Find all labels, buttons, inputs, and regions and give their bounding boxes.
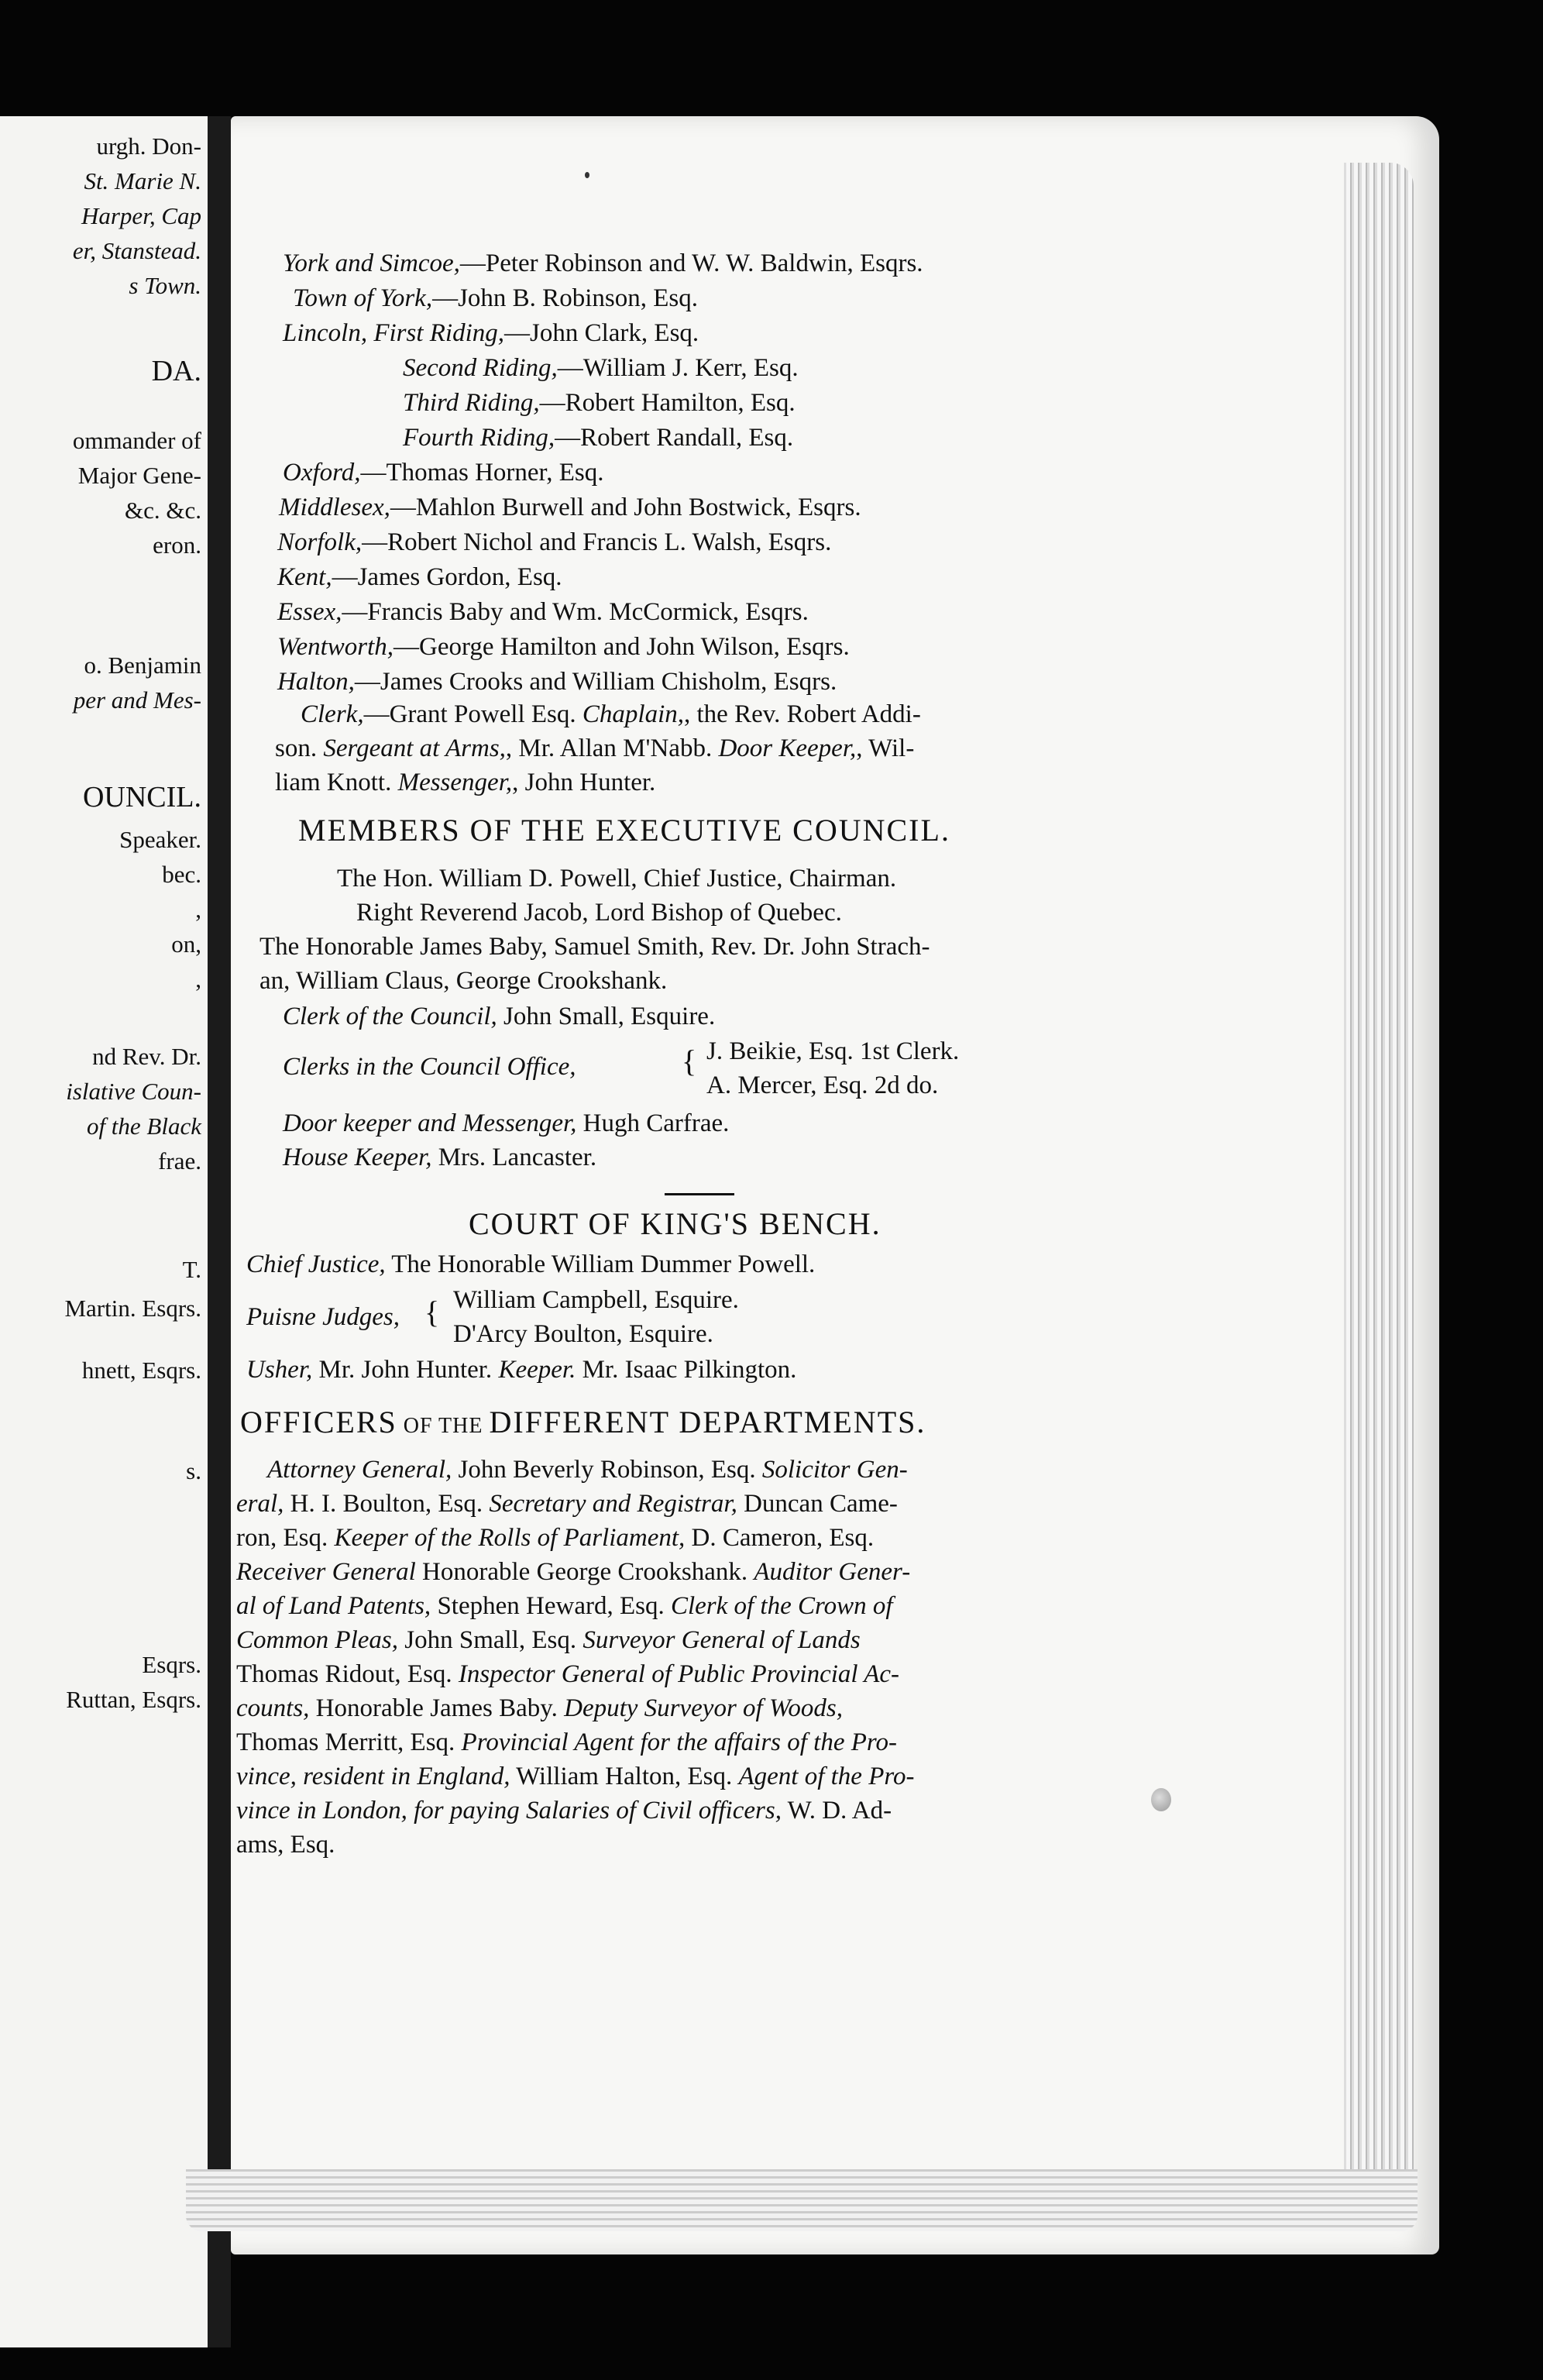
role-label: al of Land Patents, bbox=[236, 1592, 431, 1620]
usher-keeper-line bbox=[246, 1353, 796, 1387]
assembly-member-line bbox=[293, 281, 698, 315]
puisne-judge: William Campbell, Esquire. bbox=[453, 1286, 739, 1314]
role-value: The Honorable William Dummer Powell. bbox=[385, 1250, 816, 1278]
role-value: Thomas Ridout, Esq. bbox=[236, 1660, 459, 1688]
previous-page-line: , bbox=[195, 965, 201, 992]
role-label: Deputy Surveyor of Woods, bbox=[564, 1694, 844, 1722]
member-names: —James Crooks and William Chisholm, Esqrs. bbox=[354, 668, 837, 696]
role-value: Mrs. Lancaster. bbox=[431, 1144, 597, 1171]
department-officers-line bbox=[236, 1487, 898, 1521]
heading-part: OFFICERS bbox=[240, 1405, 397, 1439]
riding-name: Second Riding, bbox=[403, 354, 558, 382]
role-label: Receiver General bbox=[236, 1558, 416, 1586]
assembly-officers-line bbox=[275, 765, 655, 800]
member-names: —William J. Kerr, Esq. bbox=[557, 354, 799, 382]
previous-page-line: St. Marie N. bbox=[84, 167, 201, 194]
role-label: Clerk of the Council, bbox=[283, 1003, 497, 1030]
member-names: —Robert Nichol and Francis L. Walsh, Esqrs. bbox=[362, 528, 832, 556]
previous-page-line: Speaker. bbox=[119, 826, 201, 853]
role-label: House Keeper, bbox=[283, 1144, 432, 1171]
assembly-member-line bbox=[279, 490, 861, 524]
department-officers-line bbox=[236, 1725, 897, 1759]
role-label: counts, bbox=[236, 1694, 310, 1722]
member-names: —Robert Hamilton, Esq. bbox=[539, 389, 796, 417]
role-value: Mr. Isaac Pilkington. bbox=[576, 1356, 797, 1384]
council-office-clerk: A. Mercer, Esq. 2d do. bbox=[706, 1071, 939, 1099]
member-names: —John B. Robinson, Esq. bbox=[432, 284, 698, 312]
riding-name: Norfolk, bbox=[277, 528, 363, 556]
role-value: Hugh Carfrae. bbox=[576, 1109, 730, 1137]
department-officers-line bbox=[267, 1453, 908, 1487]
previous-page-line: s Town. bbox=[129, 272, 201, 299]
role-label: Chief Justice, bbox=[246, 1250, 386, 1278]
executive-council-heading: MEMBERS OF THE EXECUTIVE COUNCIL. bbox=[298, 813, 950, 848]
previous-page-line: ommander of bbox=[72, 427, 201, 454]
role-label: Surveyor General of Lands bbox=[582, 1626, 861, 1654]
role-value: John Small, Esquire. bbox=[497, 1003, 716, 1030]
assembly-officers-line bbox=[275, 731, 914, 765]
role-label: Sergeant at Arms, bbox=[323, 734, 506, 762]
assembly-officers-line bbox=[301, 697, 921, 731]
riding-name: Town of York, bbox=[293, 284, 433, 312]
role-value: H. I. Boulton, Esq. bbox=[284, 1490, 490, 1518]
role-label: Agent of the Pro- bbox=[738, 1763, 915, 1790]
section-rule bbox=[665, 1193, 734, 1195]
previous-page-line: s. bbox=[186, 1457, 201, 1484]
department-officers-line bbox=[236, 1691, 843, 1725]
chief-justice-line bbox=[246, 1247, 815, 1281]
brace-icon: { bbox=[682, 1044, 697, 1078]
assembly-member-line bbox=[283, 246, 923, 280]
role-label: eral, bbox=[236, 1490, 284, 1518]
previous-page-line: of the Black bbox=[86, 1113, 201, 1140]
role-value: W. D. Ad- bbox=[781, 1797, 892, 1825]
riding-name: York and Simcoe, bbox=[283, 249, 460, 277]
role-label: Clerks in the Council Office, bbox=[283, 1053, 576, 1081]
riding-name: Wentworth, bbox=[277, 633, 394, 661]
role-value: Honorable James Baby. bbox=[309, 1694, 565, 1722]
role-label: vince, resident in England, bbox=[236, 1763, 510, 1790]
department-officers-line bbox=[236, 1555, 910, 1589]
role-value: ron, Esq. bbox=[236, 1524, 335, 1552]
department-officers-line bbox=[236, 1521, 874, 1555]
role-label: Attorney General, bbox=[267, 1456, 452, 1484]
assembly-member-line bbox=[277, 595, 809, 629]
role-value: —Grant Powell Esq. bbox=[363, 700, 582, 728]
role-label: Door Keeper, bbox=[718, 734, 857, 762]
role-value: Mr. John Hunter. bbox=[312, 1356, 499, 1384]
role-label: vince in London, for paying Salaries of Civil officers, bbox=[236, 1797, 782, 1825]
role-label: Auditor Gener- bbox=[754, 1558, 911, 1586]
riding-name: Essex, bbox=[277, 598, 342, 626]
previous-page-line: T. bbox=[182, 1256, 201, 1283]
role-value: , Wil- bbox=[856, 734, 915, 762]
assembly-member-line bbox=[283, 456, 603, 490]
member-names: —Francis Baby and Wm. McCormick, Esqrs. bbox=[342, 598, 809, 626]
member-names: —Mahlon Burwell and John Bostwick, Esqrs. bbox=[390, 494, 861, 521]
assembly-member-line bbox=[403, 386, 796, 420]
riding-name: Third Riding, bbox=[403, 389, 540, 417]
previous-page-line: hnett, Esqrs. bbox=[81, 1357, 201, 1384]
member-names: —George Hamilton and John Wilson, Esqrs. bbox=[393, 633, 850, 661]
assembly-member-line bbox=[277, 525, 831, 559]
departments-heading bbox=[240, 1404, 926, 1440]
previous-page-line: islative Coun- bbox=[66, 1078, 201, 1105]
assembly-member-line bbox=[277, 560, 562, 594]
riding-name: Fourth Riding, bbox=[403, 424, 555, 452]
previous-page-line: Esqrs. bbox=[142, 1651, 201, 1678]
previous-page-line: OUNCIL. bbox=[82, 781, 201, 813]
assembly-member-line bbox=[403, 351, 799, 385]
executive-house-keeper-line bbox=[283, 1140, 596, 1175]
executive-line: The Honorable James Baby, Samuel Smith, Rev. Dr. John Strach- bbox=[259, 933, 930, 961]
role-value: Thomas Merritt, Esq. bbox=[236, 1728, 462, 1756]
riding-name: Lincoln, First Riding, bbox=[283, 319, 505, 347]
council-office-clerk: J. Beikie, Esq. 1st Clerk. bbox=[706, 1037, 960, 1065]
department-officers-line bbox=[236, 1759, 914, 1794]
previous-page-line: Harper, Cap bbox=[81, 202, 201, 229]
previous-page-line: on, bbox=[171, 930, 201, 958]
kings-bench-heading: COURT OF KING'S BENCH. bbox=[469, 1206, 881, 1241]
role-label: Keeper of the Rolls of Parliament, bbox=[334, 1524, 686, 1552]
previous-page-line: per and Mes- bbox=[73, 686, 201, 714]
previous-page-line: eron. bbox=[153, 531, 201, 559]
role-value: John Small, Esq. bbox=[398, 1626, 583, 1654]
role-value: , Mr. Allan M'Nabb. bbox=[505, 734, 719, 762]
role-label: Door keeper and Messenger, bbox=[283, 1109, 577, 1137]
department-officers-line bbox=[236, 1657, 899, 1691]
assembly-member-line bbox=[403, 421, 793, 455]
riding-name: Kent, bbox=[277, 563, 332, 591]
department-officers-line bbox=[236, 1794, 892, 1828]
role-value: Duncan Came- bbox=[737, 1490, 898, 1518]
previous-page-line: DA. bbox=[151, 355, 201, 387]
role-label: Solicitor Gen- bbox=[761, 1456, 908, 1484]
role-value: William Halton, Esq. bbox=[510, 1763, 739, 1790]
role-label: Common Pleas, bbox=[236, 1626, 398, 1654]
brace-icon: { bbox=[424, 1295, 440, 1329]
role-label: Keeper. bbox=[498, 1356, 576, 1384]
department-officers-line bbox=[236, 1589, 893, 1623]
member-names: —John Clark, Esq. bbox=[504, 319, 699, 347]
previous-page-line: urgh. Don- bbox=[96, 132, 201, 160]
previous-page-line: bec. bbox=[162, 861, 201, 888]
previous-page-line: Major Gene- bbox=[77, 462, 201, 489]
previous-page-line: Martin. Esqrs. bbox=[64, 1295, 201, 1322]
executive-clerk-line bbox=[283, 999, 715, 1034]
previous-page-line: o. Benjamin bbox=[84, 652, 201, 679]
previous-page-line: frae. bbox=[158, 1147, 201, 1175]
executive-line: The Hon. William D. Powell, Chief Justice, Chairman. bbox=[337, 865, 897, 892]
role-value: ams, Esq. bbox=[236, 1831, 335, 1859]
department-officers-line bbox=[236, 1828, 335, 1862]
heading-part: OF THE bbox=[397, 1414, 490, 1438]
role-value: John Beverly Robinson, Esq. bbox=[452, 1456, 762, 1484]
role-label: Chaplain, bbox=[582, 700, 684, 728]
member-names: —James Gordon, Esq. bbox=[332, 563, 562, 591]
role-value: liam Knott. bbox=[275, 769, 398, 796]
department-officers-line bbox=[236, 1623, 861, 1657]
assembly-member-line bbox=[283, 316, 699, 350]
heading-part: DIFFERENT DEPARTMENTS. bbox=[489, 1405, 926, 1439]
role-label: Inspector General of Public Provincial Ac- bbox=[458, 1660, 900, 1688]
riding-name: Middlesex, bbox=[279, 494, 390, 521]
role-label: Secretary and Registrar, bbox=[489, 1490, 737, 1518]
role-label: Usher, bbox=[246, 1356, 313, 1384]
role-value: Stephen Heward, Esq. bbox=[431, 1592, 671, 1620]
previous-page-line: er, Stanstead. bbox=[72, 237, 201, 264]
previous-page-line: &c. &c. bbox=[125, 497, 201, 524]
assembly-member-line bbox=[277, 665, 837, 699]
member-names: —Peter Robinson and W. W. Baldwin, Esqrs. bbox=[459, 249, 923, 277]
executive-door-keeper-line bbox=[283, 1106, 729, 1140]
assembly-member-line bbox=[277, 630, 850, 664]
role-label: Messenger, bbox=[397, 769, 513, 796]
role-value: son. bbox=[275, 734, 324, 762]
previous-page-line: nd Rev. Dr. bbox=[92, 1043, 201, 1070]
puisne-judge: D'Arcy Boulton, Esquire. bbox=[453, 1320, 713, 1348]
role-value: Honorable George Crookshank. bbox=[415, 1558, 754, 1586]
role-value: , the Rev. Robert Addi- bbox=[684, 700, 921, 728]
executive-line: Right Reverend Jacob, Lord Bishop of Quebec. bbox=[356, 899, 842, 927]
role-label: Provincial Agent for the affairs of the Pro- bbox=[461, 1728, 898, 1756]
riding-name: Halton, bbox=[277, 668, 355, 696]
member-names: —Robert Randall, Esq. bbox=[555, 424, 794, 452]
role-label: Clerk of the Crown of bbox=[670, 1592, 893, 1620]
riding-name: Oxford, bbox=[283, 459, 361, 487]
role-value: , John Hunter. bbox=[512, 769, 656, 796]
role-value: D. Cameron, Esq. bbox=[685, 1524, 875, 1552]
role-label: Clerk, bbox=[301, 700, 364, 728]
role-label: Puisne Judges, bbox=[246, 1303, 400, 1331]
executive-line: an, William Claus, George Crookshank. bbox=[259, 967, 668, 995]
previous-page-line: , bbox=[195, 896, 201, 923]
member-names: —Thomas Horner, Esq. bbox=[360, 459, 604, 487]
previous-page-line: Ruttan, Esqrs. bbox=[66, 1686, 201, 1713]
